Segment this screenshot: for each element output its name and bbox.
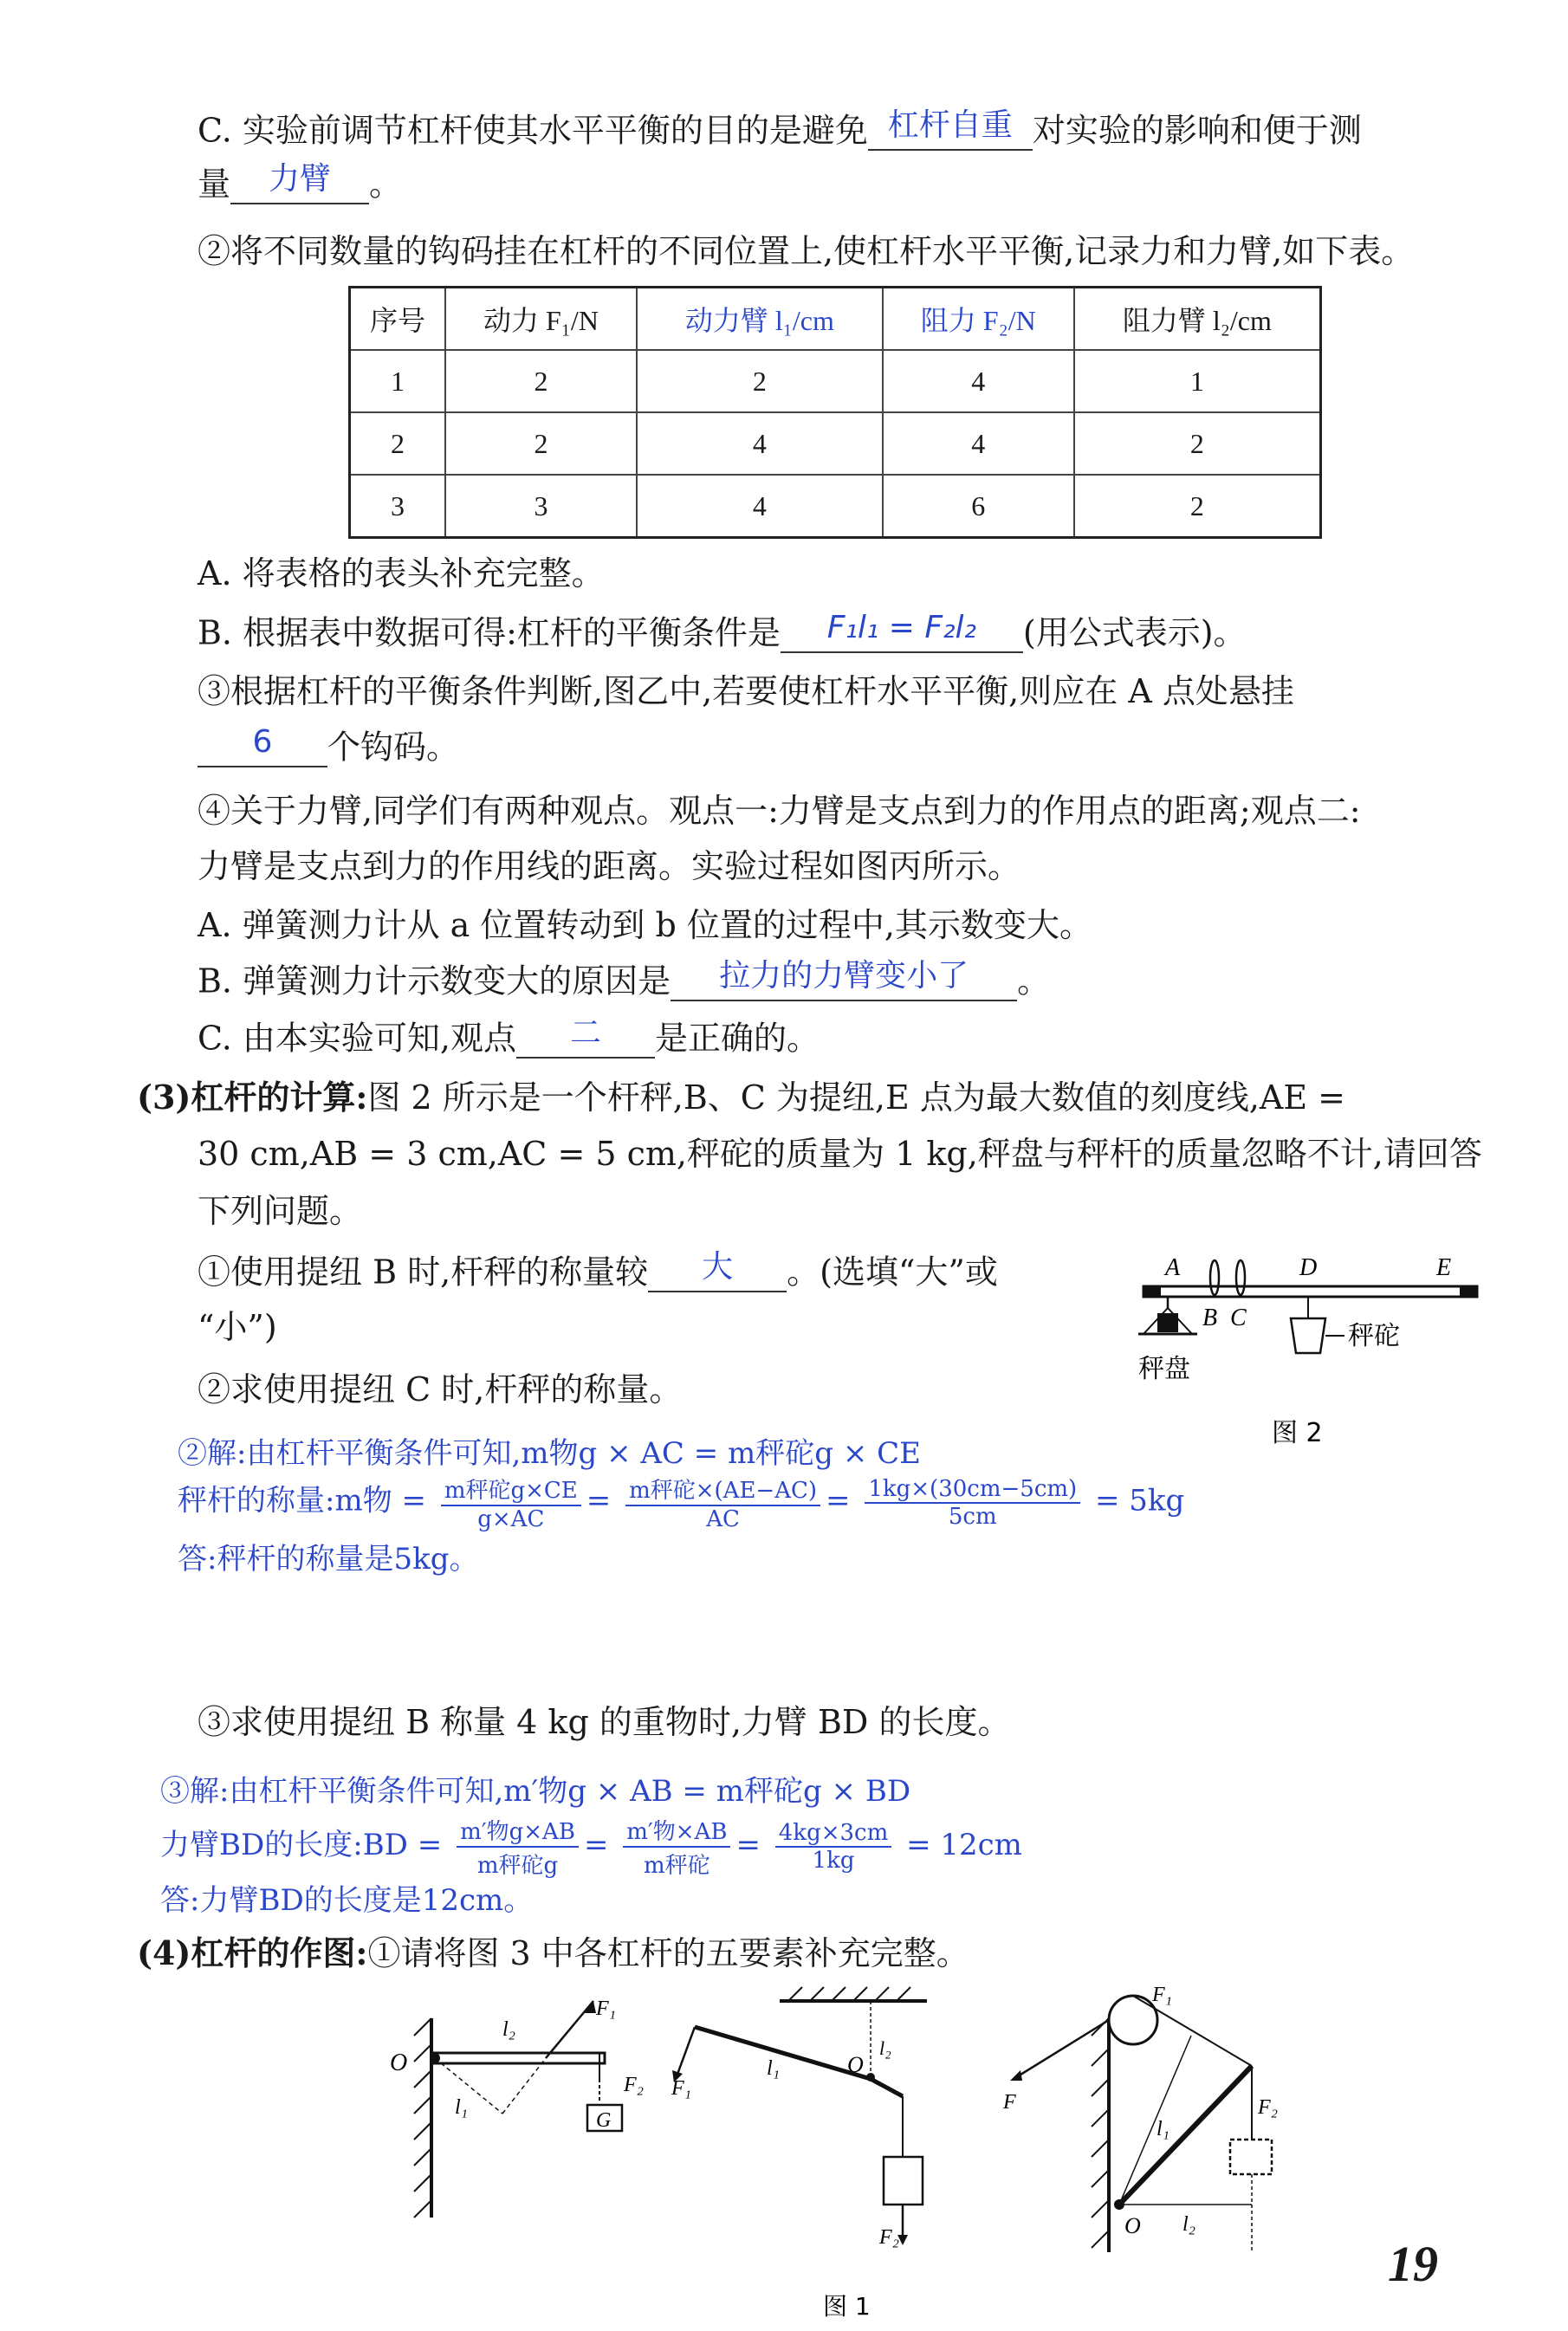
fig3-label-f1: F₁ (1152, 1984, 1173, 2006)
fig3-label-f: F (1003, 2091, 1016, 2114)
section-3-line3: 下列问题。 (198, 1192, 363, 1230)
pan-load (1157, 1313, 1178, 1332)
table-header-cell-filled[interactable]: 动力臂 l₁/cm (637, 288, 883, 351)
question-4b-line: B. 弹簧测力计示数变大的原因是 拉力的力臂变小了 。 (198, 957, 1051, 1000)
blank-formula[interactable]: F₁l₁ = F₂l₂ (781, 613, 1023, 653)
rod-end-right (1460, 1286, 1477, 1297)
fig3-label-o: O (1124, 2213, 1141, 2238)
fraction: $\frac{\text{m秤砣g×CE}}{g\times AC}$ (441, 1473, 581, 1532)
fig3-label-f2: F₂ (1258, 2096, 1279, 2119)
question-4a: A. 弹簧测力计从 a 位置转动到 b 位置的过程中,其示数变大。 (198, 906, 1092, 944)
blank-self-weight[interactable]: 杠杆自重 (868, 111, 1033, 151)
question-4: ④关于力臂,同学们有两种观点。观点一:力臂是支点到力的作用点的距离;观点二: (198, 792, 1361, 830)
section-3-q1: ①使用提纽 B 时,杆秤的称量较 大 。(选填“大”或 (198, 1248, 998, 1292)
figure-3-levers (373, 1984, 1343, 2330)
question-4c-line: C. 由本实验可知,观点 二 是正确的。 (198, 1014, 820, 1058)
fraction: $\frac{\text{m′物g×AB}}{\text{m秤砣g}}$ (457, 1814, 579, 1880)
table-row: 3 3 4 6 2 (350, 475, 1321, 538)
fraction: $\frac{4kg\times 3cm}{1kg}$ (775, 1820, 891, 1874)
table-header-row (350, 288, 1321, 351)
label-d: D (1299, 1254, 1318, 1281)
question-4-line2: 力臂是支点到力的作用线的距离。实验过程如图丙所示。 (198, 847, 1021, 885)
label-e: E (1436, 1254, 1452, 1281)
table-header-cell-filled[interactable]: 阻力 F₂/N (883, 288, 1074, 351)
section-3-q3: ③求使用提纽 B 称量 4 kg 的重物时,力臂 BD 的长度。 (198, 1703, 1011, 1741)
label-b: B (1202, 1305, 1218, 1331)
question-3-line2: 6 个钩码。 (198, 728, 459, 767)
section-3-q2: ②求使用提纽 C 时,杆秤的称量。 (198, 1370, 683, 1408)
table-header-cell: 序号 (350, 288, 446, 351)
section-3-line2: 30 cm,AB = 3 cm,AC = 5 cm,秤砣的质量为 1 kg,秤盘与秤杆的质量忽略不计,请回答 (198, 1135, 1482, 1173)
solution-2-line2: 秤杆的称量:m物 = $\frac{\text{m秤砣g×CE}}{g\times AC}$ = $\frac{\text{m秤砣×(AE−AC)}}{AC}$ = $\frac{1kg\times(30cm-5cm)}{5cm}$ = 5kg (178, 1473, 1184, 1532)
solution-3-line2: 力臂BD的长度:BD = $\frac{\text{m′物g×AB}}{\text{m秤砣g}}$ = $\frac{\text{m′物×AB}}{\text{m秤砣}}$ = $\frac{4kg\times 3cm}{1kg}$ = 12cm (160, 1814, 1022, 1880)
fig3-label-o: O (847, 2052, 864, 2077)
page-number: 19 (1388, 2236, 1438, 2292)
table-header-cell: 阻力臂 l₂/cm (1074, 288, 1321, 351)
fig3-label-f1: F₁ (596, 1998, 617, 2020)
fill-a: A. 将表格的表头补充完整。 (198, 554, 605, 592)
lever-diagram-2 (671, 1987, 927, 2249)
fig3-label-o: O (390, 2049, 408, 2076)
steelyard-rod (1144, 1286, 1477, 1297)
solution-2-answer: 答:秤杆的称量是5kg。 (178, 1542, 479, 1577)
solution-2-line1: ②解:由杠杆平衡条件可知,m物g × AC = m秤砣g × CE (178, 1436, 921, 1471)
table-row: 1 2 2 4 1 (350, 350, 1321, 412)
table-row: 2 2 4 4 2 (350, 412, 1321, 475)
data-table (348, 286, 1322, 539)
fig3-label-g: G (596, 2109, 612, 2132)
blank-hooks[interactable]: 6 (198, 728, 327, 767)
fig3-label-f1: F₁ (671, 2077, 692, 2100)
solution-3-line1: ③解:由杠杆平衡条件可知,m′物g × AB = m秤砣g × BD (160, 1774, 911, 1809)
weight-body (1291, 1318, 1325, 1353)
fig3-label-f2: F₂ (624, 2074, 645, 2096)
fig3-label-l1: l₁ (767, 2057, 781, 2080)
figure-3-caption: 图 1 (823, 2292, 871, 2321)
lever-diagram-3 (1002, 1984, 1278, 2252)
question-2: ②将不同数量的钩码挂在杠杆的不同位置上,使杠杆水平平衡,记录力和力臂,如下表。 (198, 232, 1415, 270)
label-weight: 秤砣 (1348, 1321, 1400, 1351)
label-pan: 秤盘 (1138, 1354, 1190, 1384)
fig3-label-l2: l₂ (1182, 2213, 1196, 2236)
fill-b-line: B. 根据表中数据可得:杠杆的平衡条件是 F₁l₁ = F₂l₂ (用公式表示)。 (198, 609, 1247, 652)
fraction: $\frac{\text{m秤砣×(AE−AC)}}{AC}$ (625, 1473, 820, 1532)
rod-end-left (1144, 1286, 1161, 1297)
blank-big[interactable]: 大 (648, 1253, 787, 1292)
blank-view[interactable]: 二 (516, 1019, 655, 1059)
section-3-q1-line2: “小”) (198, 1308, 277, 1346)
blank-arm[interactable]: 力臂 (230, 165, 369, 204)
solution-3-answer: 答:力臂BD的长度是12cm。 (160, 1883, 534, 1918)
figure-2-steelyard (1126, 1239, 1499, 1464)
table-header-cell: 动力 F₁/N (445, 288, 637, 351)
fig3-label-l2: l₂ (502, 2018, 516, 2041)
lever-diagram-1 (390, 1998, 644, 2218)
blank-reason[interactable]: 拉力的力臂变小了 (671, 962, 1017, 1001)
fraction: $\frac{1kg\times(30cm-5cm)}{5cm}$ (865, 1476, 1080, 1530)
section-3-line1: (3)杠杆的计算:图 2 所示是一个杆秤,B、C 为提纽,E 点为最大数值的刻度线,AE = (137, 1078, 1346, 1117)
fig3-label-l2: l₂ (879, 2037, 891, 2059)
fig3-label-l1: l₁ (455, 2096, 469, 2119)
fraction: $\frac{\text{m′物×AB}}{\text{m秤砣}}$ (623, 1814, 730, 1880)
section-4-line: (4)杠杆的作图:①请将图 3 中各杠杆的五要素补充完整。 (137, 1933, 969, 1972)
question-c1-line2: 量 力臂 。 (198, 160, 403, 204)
fig3-label-l1: l₁ (1157, 2118, 1170, 2140)
figure-2-caption: 图 2 (1272, 1418, 1323, 1448)
label-c: C (1230, 1305, 1247, 1331)
label-a: A (1165, 1254, 1181, 1281)
question-c1-line: C. 实验前调节杠杆使其水平平衡的目的是避免 杠杆自重 对实验的影响和便于测 (198, 107, 1362, 150)
question-3: ③根据杠杆的平衡条件判断,图乙中,若要使杠杆水平平衡,则应在 A 点处悬挂 (198, 672, 1294, 710)
fig3-label-f2: F₂ (879, 2226, 900, 2249)
